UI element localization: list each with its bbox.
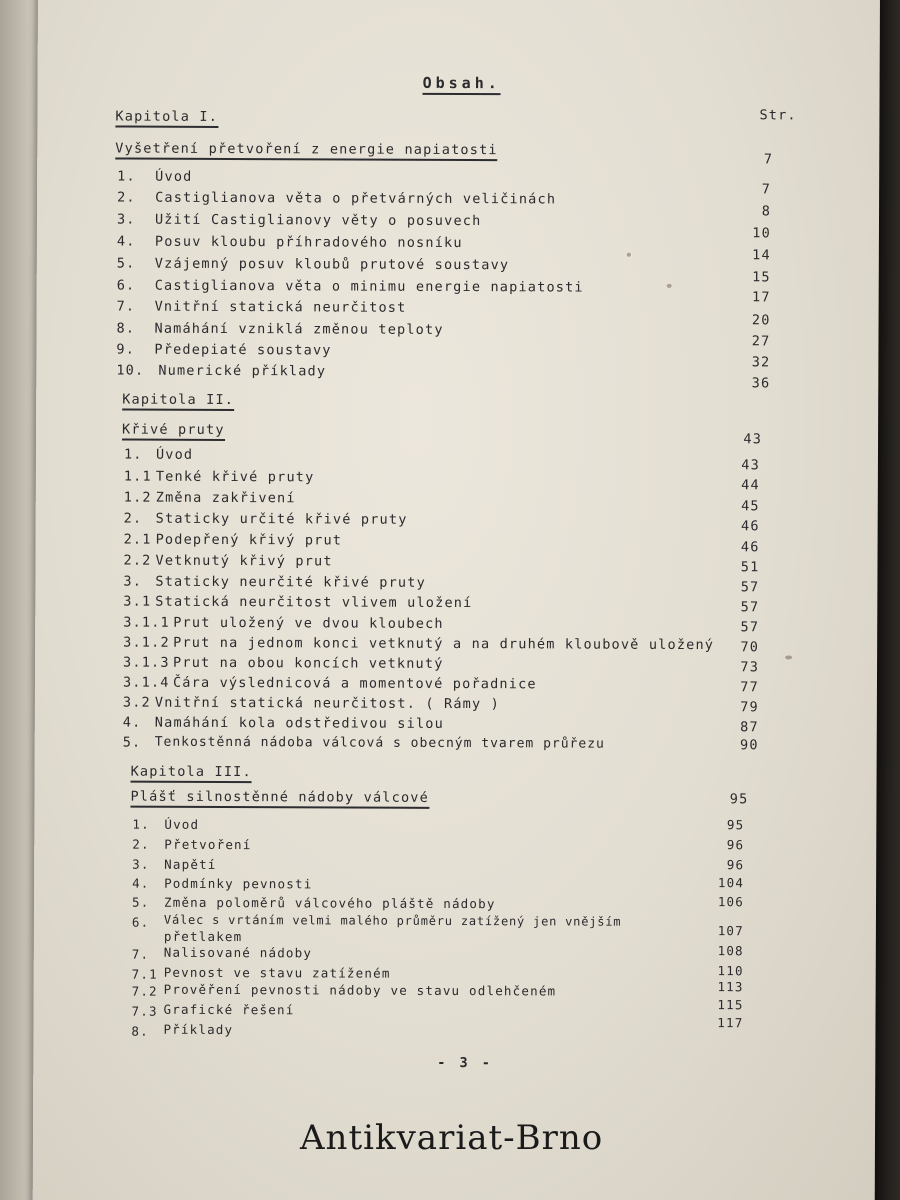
toc-page: 108 <box>717 943 744 959</box>
toc-number: 5. <box>116 255 136 272</box>
toc-number: 2. <box>123 510 143 527</box>
chapter-heading-page: 95 <box>729 791 749 808</box>
toc-number: 3.2 <box>122 694 151 711</box>
document-page <box>33 0 880 1200</box>
paper-stain <box>785 655 792 659</box>
toc-number: 7.3 <box>131 1003 158 1019</box>
toc-entry: Prověření pevnosti nádoby ve stavu odlehčeném <box>163 981 557 999</box>
chapter-heading-page: 7 <box>763 151 774 168</box>
toc-entry: Prut na obou koncích vetknutý <box>173 654 444 672</box>
toc-page: 43 <box>741 457 760 474</box>
chapter-label: Kapitola II. <box>122 392 234 411</box>
toc-entry: Grafické řešení <box>163 1001 295 1018</box>
toc-page: 15 <box>752 269 771 286</box>
toc-page: 57 <box>740 599 760 616</box>
chapter-heading: Vyšetření přetvoření z energie napiatosti <box>115 141 498 162</box>
toc-entry: Podepřený křivý prut <box>155 531 343 549</box>
toc-number: 5. <box>131 894 150 910</box>
watermark-logo: Antikvariat-Brno <box>300 1118 604 1158</box>
toc-page: 96 <box>726 857 745 873</box>
toc-number: 2.2 <box>123 552 152 569</box>
toc-number: 7.2 <box>131 983 158 999</box>
toc-entry: Numerické příklady <box>158 362 327 380</box>
toc-entry: Castiglianova věta o přetvárných veličinách <box>155 189 557 208</box>
toc-page: 32 <box>751 354 771 371</box>
toc-number: 8. <box>131 1023 149 1039</box>
toc-page: 107 <box>717 923 744 939</box>
toc-page: 46 <box>740 518 760 535</box>
toc-page: 115 <box>717 997 744 1013</box>
toc-entry: Úvod <box>164 816 200 832</box>
toc-number: 4. <box>132 875 150 891</box>
toc-page: 96 <box>726 837 745 853</box>
toc-entry: Podmínky pevnosti <box>164 875 313 892</box>
toc-number: 4. <box>116 233 136 250</box>
toc-number: 3.1.3 <box>123 654 170 671</box>
toc-number: 2. <box>132 836 150 852</box>
chapter-label: Kapitola I. <box>115 109 218 128</box>
toc-page: 45 <box>741 498 760 515</box>
toc-entry: Užití Castiglianovy věty o posuvech <box>154 211 482 230</box>
toc-page: 79 <box>740 699 759 716</box>
toc-page: 10 <box>752 225 771 242</box>
toc-page: 7 <box>761 181 772 198</box>
toc-number: 6. <box>116 277 136 294</box>
toc-number: 7. <box>131 946 150 962</box>
toc-number: 10. <box>116 362 145 379</box>
toc-number: 1. <box>123 446 143 463</box>
toc-number: 6. <box>131 914 150 930</box>
toc-entry: Namáhání vzniklá změnou teploty <box>154 320 444 338</box>
toc-page: 104 <box>717 875 745 891</box>
toc-entry: Tenké křivé pruty <box>155 468 315 486</box>
toc-page: 14 <box>752 247 771 264</box>
toc-page: 51 <box>740 559 760 576</box>
toc-entry: Předepiaté soustavy <box>154 341 332 359</box>
toc-entry: Změna zakřivení <box>155 489 296 507</box>
page-column-label: Str. <box>759 107 797 124</box>
toc-number: 5. <box>122 734 142 751</box>
toc-page: 57 <box>740 619 760 636</box>
toc-entry: Prut na jednom konci vetknutý a na druhém kloubově uložený <box>173 634 715 654</box>
page-number: - 3 - <box>437 1054 493 1072</box>
paper-stain <box>627 253 631 257</box>
toc-page: 36 <box>751 375 771 392</box>
toc-entry: Staticky neurčité křivé pruty <box>155 573 426 591</box>
toc-number: 3. <box>116 211 136 228</box>
toc-page: 77 <box>740 679 759 696</box>
toc-number: 4. <box>122 714 142 731</box>
toc-entry: Statická neurčitost vlivem uložení <box>155 593 473 612</box>
toc-page: 87 <box>740 719 759 736</box>
toc-entry: Příklady <box>163 1021 234 1038</box>
toc-number: 3.1.4 <box>122 674 170 691</box>
toc-page: 20 <box>751 312 771 329</box>
toc-number: 3.1 <box>123 593 152 610</box>
toc-number: 9. <box>116 341 136 358</box>
toc-number: 7. <box>116 298 136 315</box>
toc-entry: Posuv kloubu příhradového nosníku <box>154 233 463 252</box>
toc-entry: Úvod <box>155 168 193 185</box>
toc-number: 1.1 <box>123 468 152 485</box>
toc-page: 70 <box>740 639 760 656</box>
toc-page: 90 <box>740 737 759 754</box>
toc-page: 110 <box>717 963 744 979</box>
toc-entry: Castiglianova věta o minimu energie napiatosti <box>154 277 584 296</box>
toc-number: 1.2 <box>123 489 152 506</box>
toc-page: 106 <box>717 894 745 910</box>
toc-number: 2.1 <box>123 531 152 548</box>
toc-entry: Pevnost ve stavu zatíženém <box>163 964 391 981</box>
chapter-heading: Křivé pruty <box>122 422 225 441</box>
toc-page: 8 <box>761 203 772 220</box>
chapter-heading-page: 43 <box>743 431 763 448</box>
paper-stain <box>667 284 672 288</box>
toc-entry: Úvod <box>155 446 194 463</box>
toc-number: 3. <box>123 573 143 590</box>
toc-entry: Tenkostěnná nádoba válcová s obecným tvarem průřezu <box>154 734 605 752</box>
toc-entry: Vetknutý křivý prut <box>155 552 333 570</box>
chapter-label: Kapitola III. <box>131 764 252 784</box>
toc-entry: Vnitřní statická neurčitost. ( Rámy ) <box>154 694 501 713</box>
toc-entry-continuation: přetlakem <box>163 928 243 945</box>
toc-number: 3.1.2 <box>123 634 170 651</box>
toc-entry: Změna poloměrů válcového pláště nádoby <box>163 894 496 912</box>
toc-page: 44 <box>741 477 760 494</box>
toc-entry: Prut uložený ve dvou kloubech <box>173 614 444 632</box>
toc-entry: Válec s vrtáním velmi malého průměru zatížený jen vnějším <box>163 912 622 929</box>
toc-number: 3. <box>132 856 150 872</box>
toc-entry: Namáhání kola odstředivou silou <box>154 714 445 732</box>
chapter-heading: Plášť silnostěnné nádoby válcové <box>130 789 429 809</box>
toc-number: 3.1.1 <box>123 614 170 631</box>
toc-entry: Přetvoření <box>164 836 252 853</box>
toc-page: 73 <box>740 659 760 676</box>
toc-entry: Staticky určité křivé pruty <box>155 510 408 528</box>
toc-number: 1. <box>117 168 136 185</box>
toc-number: 1. <box>132 816 150 832</box>
page-title: Obsah. <box>423 74 501 95</box>
toc-page: 95 <box>726 817 745 833</box>
toc-page: 57 <box>740 579 760 596</box>
toc-page: 46 <box>740 539 760 556</box>
toc-entry: Vzájemný posuv kloubů prutové soustavy <box>154 255 510 274</box>
toc-entry: Napětí <box>164 856 217 872</box>
toc-entry: Nalisované nádoby <box>163 944 313 961</box>
toc-page: 27 <box>751 333 771 350</box>
toc-page: 117 <box>717 1015 744 1031</box>
toc-number: 7.1 <box>131 966 158 982</box>
toc-entry: Vnitřní statická neurčitost <box>154 298 407 316</box>
toc-page: 113 <box>717 979 744 995</box>
toc-entry: Čára výslednicová a momentové pořadnice <box>172 674 537 693</box>
toc-page: 17 <box>751 289 771 306</box>
toc-number: 2. <box>117 189 136 206</box>
toc-number: 8. <box>116 320 136 337</box>
